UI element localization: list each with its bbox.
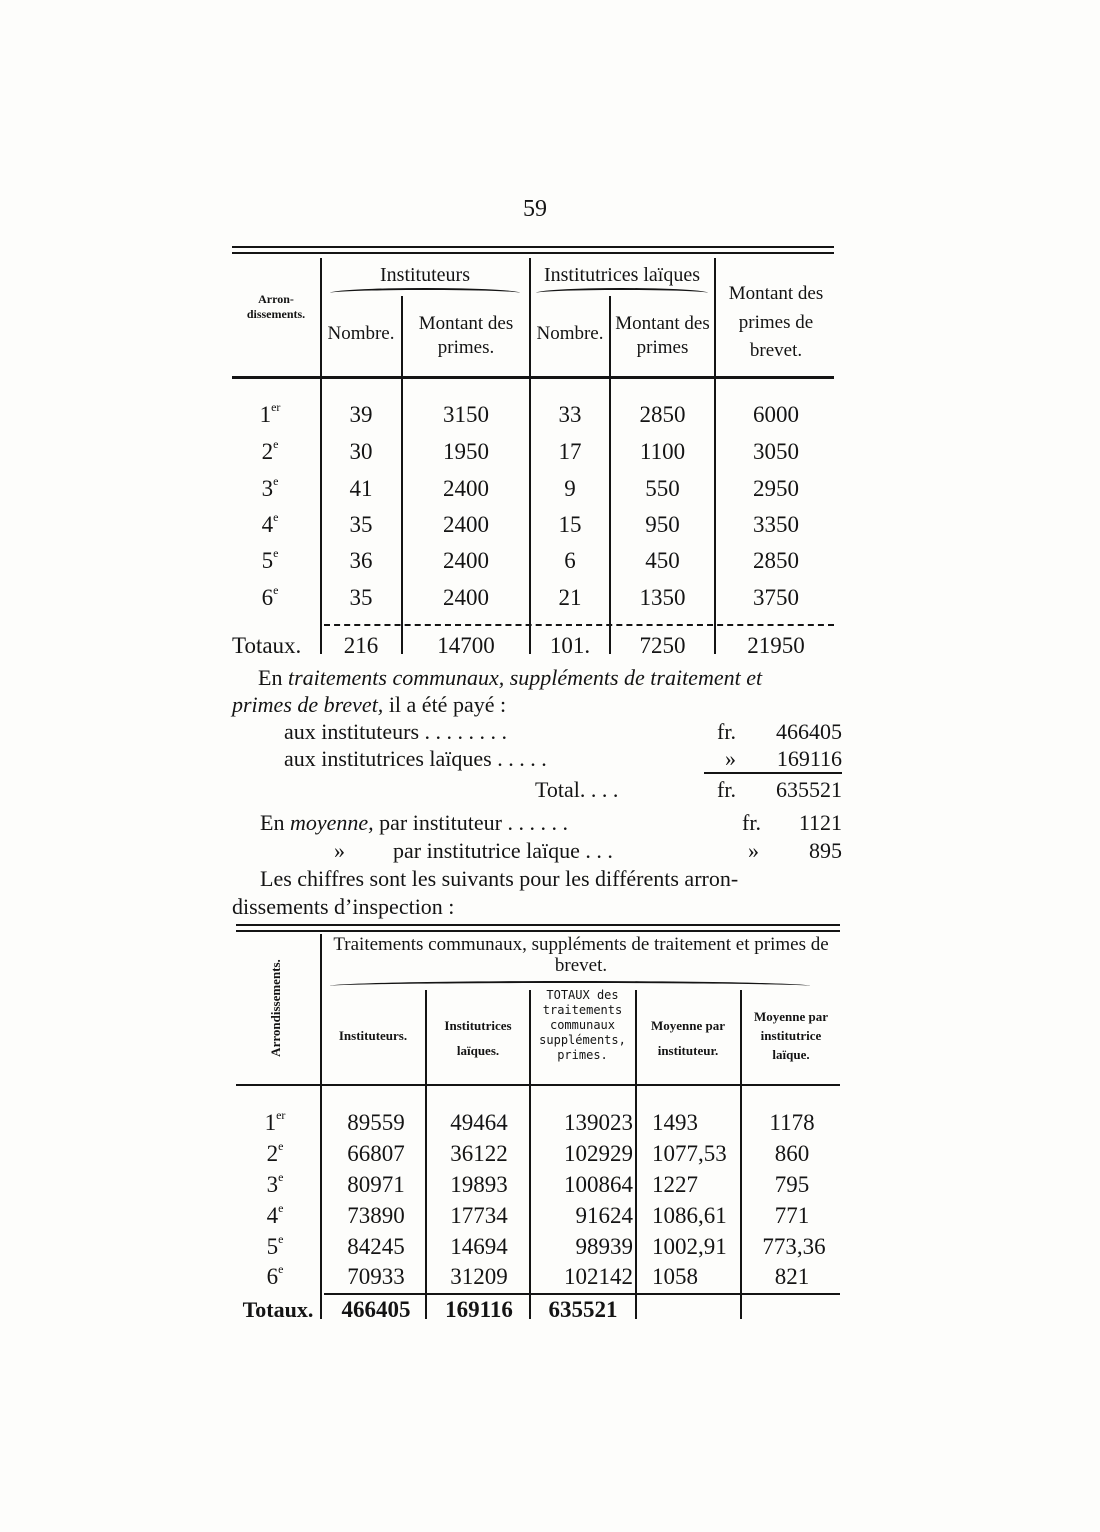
- t2-inst: 66807: [347, 1141, 405, 1166]
- paragraph-2-line-1: Les chiffres sont les suivants pour les différents arron-: [260, 866, 739, 891]
- t1-total-n1: 216: [343, 633, 379, 658]
- t1-n1: 39: [349, 402, 373, 427]
- t2-instrice: 14694: [450, 1234, 508, 1259]
- moyenne-institutrice-currency: »: [748, 838, 759, 863]
- t2-arr: 2e: [266, 1139, 284, 1166]
- t1-n1: 35: [349, 512, 373, 537]
- t2-arr: 1er: [264, 1108, 286, 1135]
- t2-inst: 80971: [347, 1172, 405, 1197]
- t1-brevet: 3350: [753, 512, 799, 537]
- t2-total: 91624: [575, 1203, 633, 1228]
- t2-moy2: 771: [774, 1203, 810, 1228]
- moyenne-institutrice-ditto: »: [334, 838, 345, 863]
- t2-arr: 3e: [266, 1170, 284, 1197]
- t1-header-montant-primes-2: Montant des primes: [615, 313, 710, 358]
- line-total-label: Total. . . .: [535, 777, 619, 802]
- moyenne-instituteur-currency: fr.: [742, 810, 761, 835]
- t1-m2: 1350: [639, 585, 686, 610]
- t1-n1: 41: [349, 476, 373, 501]
- t2-header-totaux: TOTAUX des traitements communaux suppléments, primes.: [539, 988, 626, 1062]
- t1-n2: 21: [558, 585, 582, 610]
- t2-moy1: 1227: [652, 1172, 698, 1197]
- t2-header-group: Traitements communaux, suppléments de traitement et primes de brevet.: [333, 934, 829, 976]
- t1-m1: 2400: [443, 512, 489, 537]
- t2-arr: 6e: [266, 1262, 284, 1289]
- paragraph-1: En traitements communaux, suppléments de traitement et: [258, 665, 763, 690]
- paragraph-1-cont: primes de brevet, il a été payé :: [232, 692, 507, 717]
- t1-m1: 2400: [443, 476, 489, 501]
- t1-header-nombre-2: Nombre.: [536, 323, 604, 344]
- t2-total-instrice: 169116: [445, 1297, 513, 1322]
- t1-m2: 450: [645, 548, 680, 573]
- t1-n2: 6: [564, 548, 576, 573]
- t1-n1: 30: [349, 439, 373, 464]
- line-institutrices-currency: »: [725, 746, 736, 771]
- t2-total: 100864: [564, 1172, 633, 1197]
- t1-brevet: 3750: [753, 585, 799, 610]
- moyenne-institutrice-value: 895: [809, 838, 842, 863]
- t1-header-arrondissements: Arron-dissements.: [246, 292, 306, 321]
- t2-moy2: 860: [774, 1141, 810, 1166]
- paragraph-2-line-2: dissements d’inspection :: [232, 894, 455, 919]
- t1-header-instituteurs: Instituteurs: [380, 264, 470, 286]
- t2-total: 102142: [564, 1264, 633, 1289]
- t1-brevet: 2950: [753, 476, 799, 501]
- t1-m1: 2400: [443, 585, 489, 610]
- t1-total-m1: 14700: [437, 633, 495, 658]
- t2-moy1: 1077,53: [652, 1141, 727, 1166]
- t2-header-moyenne-institutrice: Moyenne par institutrice laïque.: [753, 1009, 829, 1062]
- t1-m1: 1950: [443, 439, 489, 464]
- line-instituteurs-label: aux instituteurs . . . . . . . .: [284, 719, 508, 744]
- t2-instrice: 31209: [450, 1264, 508, 1289]
- t1-m2: 1100: [639, 439, 686, 464]
- t1-arr: 4e: [261, 510, 279, 537]
- t2-instrice: 19893: [450, 1172, 508, 1197]
- line-instituteurs-value: 466405: [776, 719, 842, 744]
- t2-instrice: 49464: [450, 1110, 508, 1135]
- t1-m1: 3150: [443, 402, 489, 427]
- line-institutrices-label: aux institutrices laïques . . . . .: [284, 746, 547, 771]
- t2-moy2: 821: [774, 1264, 810, 1289]
- t2-header-instituteurs: Instituteurs.: [338, 1028, 408, 1043]
- t1-total-brevet: 21950: [747, 633, 805, 658]
- t1-n2: 17: [558, 439, 582, 464]
- t1-m2: 950: [645, 512, 680, 537]
- t2-inst: 89559: [347, 1110, 405, 1135]
- t2-moy2: 795: [774, 1172, 810, 1197]
- t2-moy2: 1178: [769, 1110, 815, 1135]
- t2-total-total: 635521: [548, 1297, 618, 1322]
- t1-arr: 2e: [261, 437, 279, 464]
- t1-arr: 3e: [261, 474, 279, 501]
- line-instituteurs-currency: fr.: [717, 719, 736, 744]
- t2-header-arrondissements: Arrondissements.: [268, 959, 283, 1057]
- t1-n1: 35: [349, 585, 373, 610]
- t2-totals-label: Totaux.: [242, 1297, 314, 1322]
- t1-total-n2: 101.: [549, 633, 591, 658]
- t2-moy1: 1493: [652, 1110, 698, 1135]
- moyenne-instituteur-value: 1121: [798, 810, 842, 835]
- line-institutrices-value: 169116: [776, 746, 842, 771]
- t1-arr: 6e: [261, 583, 279, 610]
- t2-moy1: 1058: [652, 1264, 698, 1289]
- t1-arr: 5e: [261, 546, 279, 573]
- t2-inst: 70933: [347, 1264, 405, 1289]
- t1-brevet: 2850: [753, 548, 799, 573]
- page-number: 59: [523, 196, 547, 222]
- t1-header-nombre: Nombre.: [327, 323, 395, 344]
- moyenne-instituteur-label: En moyenne, par instituteur . . . . . .: [260, 810, 568, 835]
- t2-moy1: 1086,61: [652, 1203, 727, 1228]
- t1-m2: 2850: [639, 402, 686, 427]
- t2-moy2: 773,36: [762, 1234, 826, 1259]
- t2-header-moyenne-instituteur: Moyenne par instituteur.: [650, 1018, 726, 1058]
- t1-header-montant-primes: Montant des primes.: [418, 313, 514, 358]
- t2-instrice: 36122: [450, 1141, 508, 1166]
- t1-total-m2: 7250: [639, 633, 686, 658]
- t1-totals-label: Totaux.: [232, 633, 302, 658]
- moyenne-institutrice-label: par institutrice laïque . . .: [393, 838, 613, 863]
- line-total-value: 635521: [776, 777, 842, 802]
- t2-header-institutrices: Institutrices laïques.: [444, 1018, 512, 1058]
- t1-m2: 550: [645, 476, 680, 501]
- t1-brevet: 6000: [753, 402, 799, 427]
- t2-total: 98939: [575, 1234, 633, 1259]
- t1-brevet: 3050: [753, 439, 799, 464]
- t1-n2: 9: [564, 476, 576, 501]
- t1-n2: 15: [558, 512, 582, 537]
- t2-inst: 73890: [347, 1203, 405, 1228]
- t2-total: 102929: [564, 1141, 633, 1166]
- line-total-currency: fr.: [717, 777, 736, 802]
- t2-moy1: 1002,91: [652, 1234, 727, 1259]
- t2-inst: 84245: [347, 1234, 405, 1259]
- t1-header-montant-brevet: Montant des primes de brevet.: [728, 283, 824, 361]
- t2-arr: 5e: [266, 1232, 284, 1259]
- t2-total: 139023: [564, 1110, 633, 1135]
- t2-instrice: 17734: [450, 1203, 508, 1228]
- t1-header-institutrices: Institutrices laïques: [543, 264, 701, 286]
- t1-n2: 33: [558, 402, 582, 427]
- t1-n1: 36: [349, 548, 373, 573]
- t1-m1: 2400: [443, 548, 489, 573]
- t2-arr: 4e: [266, 1201, 284, 1228]
- t1-arr: 1er: [259, 400, 281, 427]
- t2-total-inst: 466405: [341, 1297, 411, 1322]
